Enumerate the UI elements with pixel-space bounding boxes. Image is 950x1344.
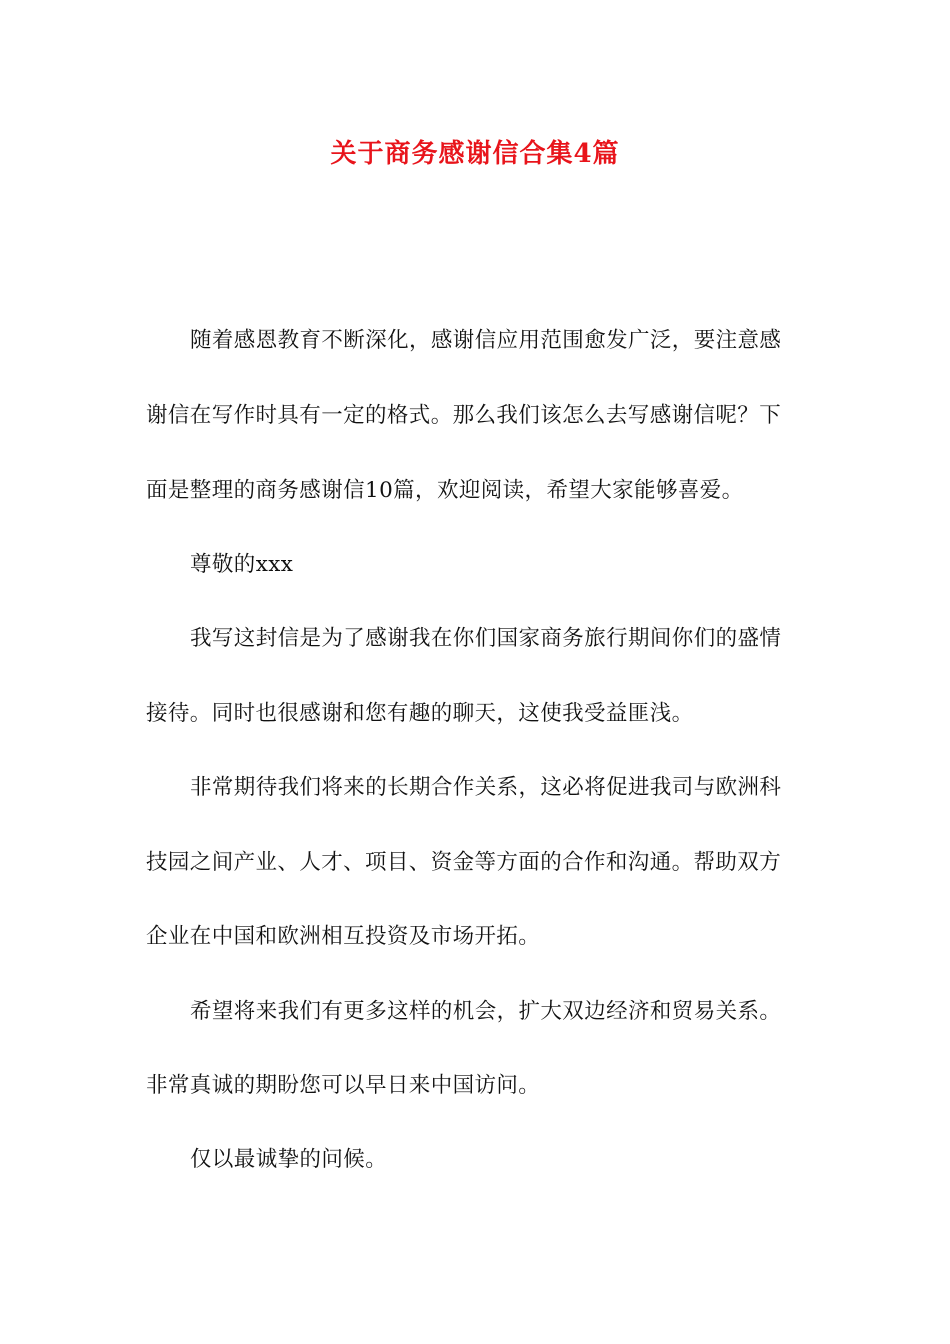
paragraph-thanks-line-1: 我写这封信是为了感谢我在你们国家商务旅行期间你们的盛情 (190, 626, 782, 651)
document-title: 关于商务感谢信合集4篇 (330, 139, 620, 169)
paragraph-intro-line-2: 谢信在写作时具有一定的格式。那么我们该怎么去写感谢信呢？下 (146, 403, 782, 428)
paragraph-intro-line-3: 面是整理的商务感谢信10篇，欢迎阅读，希望大家能够喜爱。 (146, 478, 744, 503)
paragraph-hope-line-2: 非常真诚的期盼您可以早日来中国访问。 (146, 1073, 541, 1098)
closing-line: 仅以最诚挚的问候。 (190, 1147, 388, 1172)
paragraph-intro-line-1: 随着感恩教育不断深化，感谢信应用范围愈发广泛，要注意感 (190, 328, 782, 353)
paragraph-cooperation-line-3: 企业在中国和欧洲相互投资及市场开拓。 (146, 924, 541, 949)
paragraph-thanks-line-2: 接待。同时也很感谢和您有趣的聊天，这使我受益匪浅。 (146, 701, 694, 726)
salutation-line: 尊敬的xxx (190, 552, 294, 577)
paragraph-cooperation-line-1: 非常期待我们将来的长期合作关系，这必将促进我司与欧洲科 (190, 775, 782, 800)
paragraph-cooperation-line-2: 技园之间产业、人才、项目、资金等方面的合作和沟通。帮助双方 (146, 850, 782, 875)
paragraph-hope-line-1: 希望将来我们有更多这样的机会，扩大双边经济和贸易关系。 (190, 999, 782, 1024)
